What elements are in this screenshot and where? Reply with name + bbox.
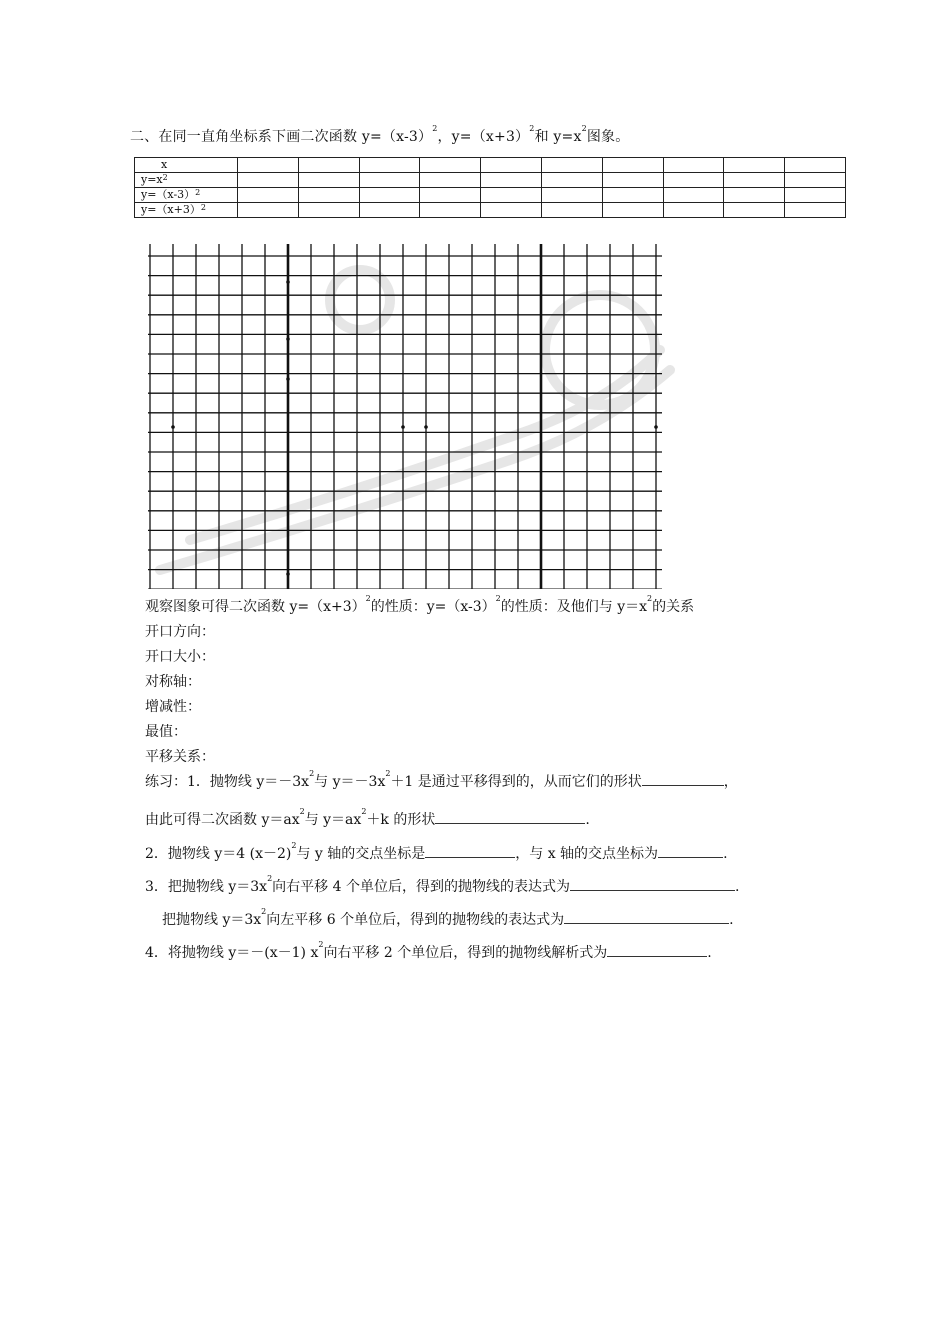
table-row bbox=[135, 158, 846, 173]
table-cell[interactable] bbox=[238, 158, 299, 173]
table-cell[interactable] bbox=[238, 188, 299, 203]
tick-dot bbox=[286, 572, 290, 576]
row-label-x-plus-3: $y=(x+3)^2$ bbox=[135, 203, 238, 218]
table-cell[interactable] bbox=[238, 173, 299, 188]
property-monotonicity: 增减性： bbox=[145, 699, 201, 715]
tick-dot bbox=[286, 337, 290, 341]
table-row bbox=[135, 203, 846, 218]
table-cell[interactable] bbox=[359, 188, 420, 203]
row-label-x: x bbox=[135, 158, 238, 173]
property-translation: 平移关系： bbox=[145, 749, 215, 765]
table-cell[interactable] bbox=[359, 158, 420, 173]
grid-svg bbox=[148, 244, 663, 589]
exercise-1-line2: 由此可得二次函数 $y=ax^2$与 $y=ax^2+k$ 的形状 . bbox=[145, 807, 590, 828]
table-cell[interactable] bbox=[663, 188, 724, 203]
heading-text: ，y=（x+3） bbox=[437, 129, 530, 145]
table-cell[interactable] bbox=[298, 203, 359, 218]
superscript: 2 bbox=[432, 124, 438, 133]
table-cell[interactable] bbox=[541, 188, 602, 203]
table-cell[interactable] bbox=[359, 203, 420, 218]
table-cell[interactable] bbox=[420, 203, 481, 218]
table-cell[interactable] bbox=[602, 158, 663, 173]
table-row bbox=[135, 173, 846, 188]
table-cell[interactable] bbox=[298, 188, 359, 203]
section-heading bbox=[130, 126, 629, 146]
property-opening-direction: 开口方向： bbox=[145, 624, 215, 640]
superscript: 2 bbox=[581, 124, 587, 133]
row-label-x-minus-3: $y=(x-3)^2$ bbox=[135, 188, 238, 203]
coordinate-grid[interactable] bbox=[148, 244, 663, 589]
table-cell[interactable] bbox=[420, 188, 481, 203]
table-cell[interactable] bbox=[238, 203, 299, 218]
table-cell[interactable] bbox=[602, 173, 663, 188]
table-cell[interactable] bbox=[663, 203, 724, 218]
table-cell[interactable] bbox=[724, 203, 785, 218]
table-cell[interactable] bbox=[541, 203, 602, 218]
answer-blank[interactable] bbox=[642, 773, 724, 786]
property-extremum: 最值： bbox=[145, 724, 187, 740]
table-cell[interactable] bbox=[481, 158, 542, 173]
table-cell[interactable] bbox=[420, 173, 481, 188]
table-cell[interactable] bbox=[602, 203, 663, 218]
heading-text: 图象。 bbox=[586, 129, 630, 145]
property-axis-of-symmetry: 对称轴： bbox=[145, 674, 201, 690]
table-cell[interactable] bbox=[785, 173, 846, 188]
table-cell[interactable] bbox=[602, 188, 663, 203]
table-cell[interactable] bbox=[298, 158, 359, 173]
table-row bbox=[135, 188, 846, 203]
tick-dot bbox=[654, 425, 658, 429]
tick-dot bbox=[424, 425, 428, 429]
superscript: 2 bbox=[529, 124, 535, 133]
observe-intro: 观察图象可得二次函数 $y=(x+3)^2$的性质：$y=(x-3)^2$的性质：及他们与 $y=x^2$的关系 bbox=[145, 594, 695, 615]
exercise-1: 练习：1．抛物线 $y=-3x^2$与 $y=-3x^2+1$ 是通过平移得到的，从而它们的形状 ， bbox=[145, 769, 738, 790]
heading-text: 二、在同一直角坐标系下画二次函数 y=（x-3） bbox=[130, 129, 433, 145]
table-cell[interactable] bbox=[359, 173, 420, 188]
answer-blank[interactable] bbox=[658, 845, 723, 858]
table-cell[interactable] bbox=[481, 173, 542, 188]
table-cell[interactable] bbox=[785, 203, 846, 218]
value-table bbox=[134, 157, 846, 218]
table-cell[interactable] bbox=[481, 188, 542, 203]
answer-blank[interactable] bbox=[570, 878, 735, 891]
exercise-3b: 把抛物线 $y=3x^2$向左平移 6 个单位后，得到的抛物线的表达式为 . bbox=[162, 907, 734, 928]
table-cell[interactable] bbox=[724, 173, 785, 188]
table-cell[interactable] bbox=[663, 158, 724, 173]
table-cell[interactable] bbox=[420, 158, 481, 173]
answer-blank[interactable] bbox=[435, 811, 585, 824]
table-cell[interactable] bbox=[298, 173, 359, 188]
table-cell[interactable] bbox=[481, 203, 542, 218]
answer-blank[interactable] bbox=[607, 944, 707, 957]
heading-text: 和 y=x bbox=[534, 129, 582, 145]
row-label-x-squared: $y=x^2$ bbox=[135, 173, 238, 188]
table-cell[interactable] bbox=[724, 188, 785, 203]
tick-dot bbox=[286, 377, 290, 381]
tick-dot bbox=[171, 425, 175, 429]
tick-dot bbox=[401, 425, 405, 429]
answer-blank[interactable] bbox=[564, 911, 729, 924]
tick-dot bbox=[286, 280, 290, 284]
answer-blank[interactable] bbox=[425, 845, 515, 858]
exercise-3: 3．把抛物线 $y=3x^2$向右平移 4 个单位后，得到的抛物线的表达式为 . bbox=[145, 874, 740, 895]
exercise-2: 2．抛物线 y＝4 $(x-2)^2$与 y 轴的交点坐标是 ，与 x 轴的交点坐标为 . bbox=[145, 841, 728, 862]
property-opening-size: 开口大小： bbox=[145, 649, 215, 665]
exercise-4: 4．将抛物线 y＝－(x－1) $x^2$向右平移 2 个单位后，得到的抛物线解析式为 . bbox=[145, 940, 712, 961]
table-cell[interactable] bbox=[785, 188, 846, 203]
table-cell[interactable] bbox=[541, 173, 602, 188]
table-cell[interactable] bbox=[541, 158, 602, 173]
table-cell[interactable] bbox=[663, 173, 724, 188]
table-cell[interactable] bbox=[724, 158, 785, 173]
table-cell[interactable] bbox=[785, 158, 846, 173]
